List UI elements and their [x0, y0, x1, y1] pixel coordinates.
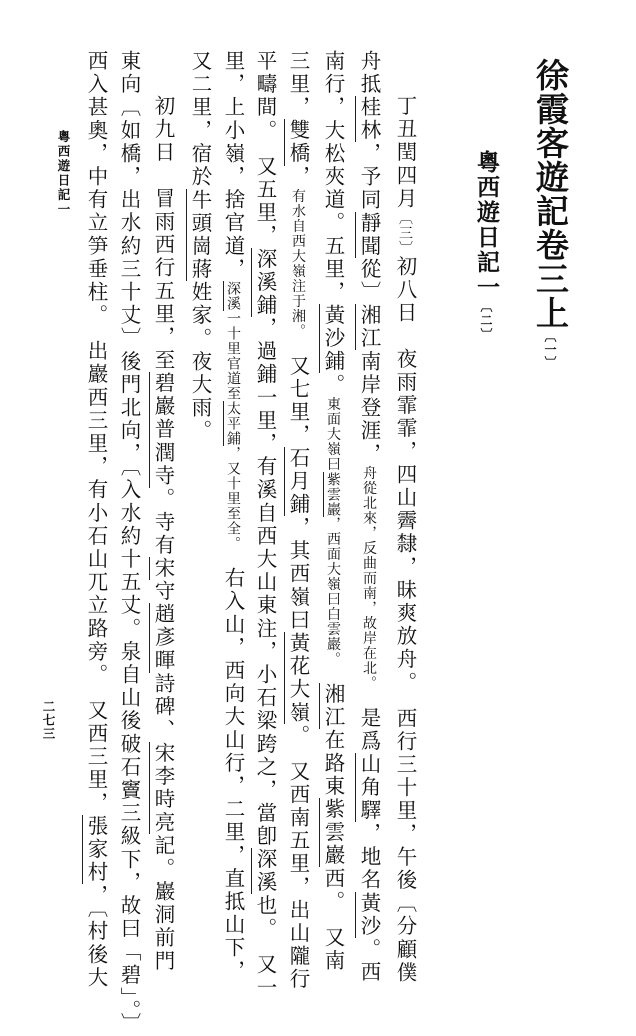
text-column — [390, 95, 420, 984]
annotation-text: 一十里官道至 — [225, 311, 241, 401]
text-segment: 。寺有 — [151, 487, 175, 558]
proper-name: 湘江 — [357, 304, 381, 351]
text-segment: 西。 又南 — [321, 867, 345, 973]
text-column — [318, 50, 348, 973]
book-title-text: 徐霞客遊記卷三上 — [531, 58, 570, 330]
text-column — [354, 50, 384, 984]
text-segment: 南岸登涯， — [357, 350, 381, 466]
proper-name: 牛頭崗 — [188, 188, 212, 258]
proper-name: 蔣 — [188, 257, 212, 282]
footnote-marker: 〔二〕 — [479, 300, 493, 342]
running-head: 粵西遊日記一 — [56, 130, 71, 217]
text-segment: ，過鋪一里，有溪自西大山東注，小石梁跨之，當卽 — [253, 316, 277, 849]
proper-name: 黃沙鋪 — [321, 304, 345, 374]
text-segment: 東向〔如橋，出水約三十丈〕後門北向，〔入水約十五丈。泉自山後破石竇三級下，故曰「碧」。〕 — [117, 50, 141, 1036]
text-segment: 記。巖洞前門 — [151, 834, 175, 973]
text-segment — [321, 660, 345, 683]
text-column — [218, 50, 248, 983]
proper-name: 深溪鋪 — [253, 247, 277, 317]
annotation-text: ，又十里至全。 — [225, 446, 241, 544]
text-segment: 。 — [321, 373, 345, 397]
book-title — [527, 58, 574, 369]
text-segment: ，地名 — [357, 822, 381, 892]
chapter-title — [470, 150, 503, 342]
text-segment: 三里， — [286, 50, 310, 120]
text-segment: 姓家。夜大雨。 — [188, 281, 212, 443]
text-segment: 右入山，西向大山行，二里，直抵山下， — [221, 544, 245, 983]
annotation-text: 〔三〕 — [397, 210, 413, 256]
text-segment: 里，上小嶺，捨官道， — [221, 50, 245, 281]
proper-name: 紫雲巖 — [325, 471, 341, 517]
proper-name: 紫雲巖 — [321, 798, 345, 868]
text-segment: 是爲 — [357, 683, 381, 754]
proper-name: 深溪 — [253, 848, 277, 895]
text-column — [148, 95, 178, 973]
proper-name: 張家村 — [84, 814, 108, 885]
proper-name: 靜聞 — [357, 211, 381, 258]
proper-name: 桂林 — [357, 96, 381, 143]
text-segment: 初八日 夜雨霏霏，四山霽隸，昧爽放舟。 西行三十里，午後〔分顧僕 — [393, 255, 417, 985]
proper-name: 石月鋪 — [286, 447, 310, 517]
text-segment: 丁丑閏四月 — [393, 95, 417, 211]
text-segment: 舟抵 — [357, 50, 381, 97]
annotation-text: 有水自西大嶺注于湘。 — [290, 188, 306, 332]
text-segment: ，其西嶺曰 — [286, 516, 310, 632]
text-segment: ， — [286, 165, 310, 189]
proper-name: 山角驛 — [357, 753, 381, 823]
text-column — [185, 50, 215, 443]
page-number: 二七三 — [41, 700, 56, 741]
text-segment: 又二里，宿於 — [188, 50, 212, 189]
text-segment: 詩碑、 — [151, 672, 175, 742]
text-segment: 平疇間。 又五里， — [253, 50, 277, 248]
proper-name: 宋李時亮 — [151, 741, 175, 835]
proper-name: 黃花大嶺 — [286, 631, 310, 725]
text-segment: 又七里， — [286, 331, 310, 448]
text-segment: 守 — [151, 580, 175, 604]
text-segment: ，〔村後大 — [84, 884, 108, 990]
text-segment: 南行，大松夾道。五里， — [321, 50, 345, 305]
proper-name: 宋 — [151, 557, 175, 581]
text-segment: 初九日 冒雨西行五里，至 — [151, 95, 175, 373]
text-column — [283, 50, 313, 991]
proper-name: 黃沙 — [357, 891, 381, 938]
text-segment: 。 又西南五里，出山隴行 — [286, 724, 310, 992]
proper-name: 湘江 — [321, 682, 345, 729]
text-segment: 也。 又一 — [253, 894, 277, 1000]
footnote-marker: 〔一〕 — [543, 330, 557, 369]
text-segment: 在路東 — [321, 728, 345, 799]
text-column — [250, 50, 280, 1000]
proper-name: 碧巖普潤寺 — [151, 372, 175, 488]
text-segment: 西入甚奧，中有立笋垂柱。 出巖西三里，有小石山兀立路旁。 又西三里， — [84, 50, 108, 815]
text-segment: ，予同 — [357, 142, 381, 212]
text-segment: 。西 — [357, 937, 381, 985]
proper-name: 雙橋 — [286, 119, 310, 166]
text-segment: 從〕 — [357, 257, 381, 305]
proper-name: 深溪 — [225, 281, 241, 311]
annotation-text: 舟從北來，反曲而南，故岸在北。 — [361, 465, 377, 684]
proper-name: 太平鋪 — [225, 401, 241, 446]
text-column — [114, 50, 144, 1036]
annotation-text: 東面大嶺曰 — [325, 396, 341, 472]
chapter-title-text: 粵西遊日記一 — [473, 150, 500, 300]
proper-name: 趙彥暉 — [151, 603, 175, 673]
annotation-text: ，西面大嶺曰白雲巖。 — [325, 516, 341, 660]
text-column — [81, 50, 111, 989]
